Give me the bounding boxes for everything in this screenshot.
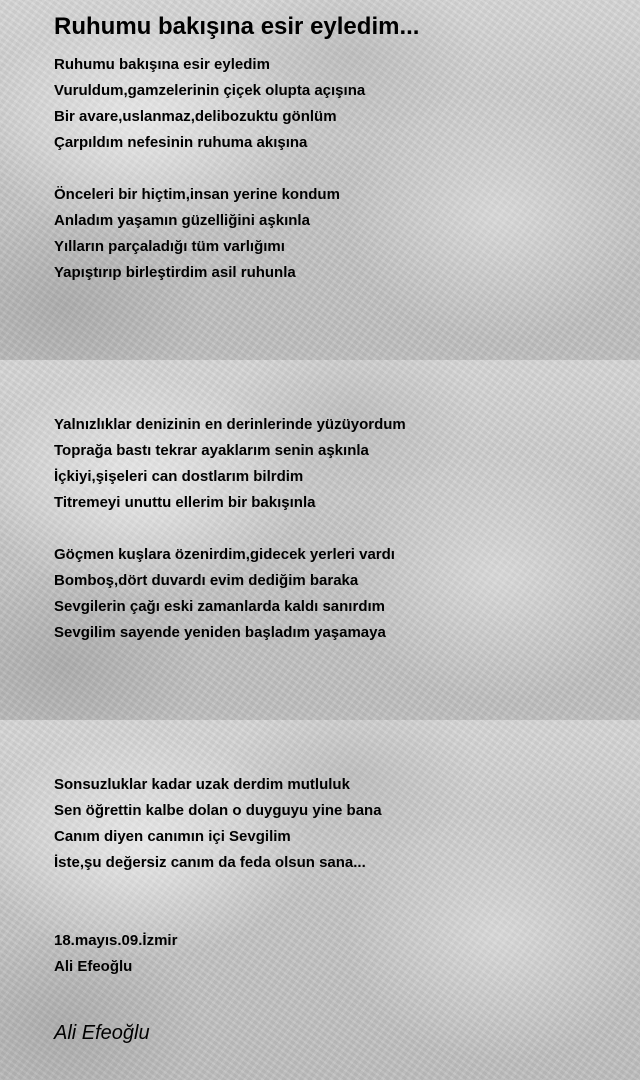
poem-line: Göçmen kuşlara özenirdim,gidecek yerleri vardı: [54, 546, 395, 563]
poem-line: Sen öğrettin kalbe dolan o duyguyu yine bana: [54, 802, 382, 819]
poem-line: Anladım yaşamın güzelliğini aşkınla: [54, 212, 310, 229]
poem-signature-name: Ali Efeoğlu: [54, 958, 133, 975]
poem-line: Yapıştırıp birleştirdim asil ruhunla: [54, 264, 296, 281]
poem-line: Canım diyen canımın içi Sevgilim: [54, 828, 291, 845]
poem-signature: [54, 928, 177, 980]
stanza-4: [54, 542, 395, 646]
poem-line: İçkiyi,şişeleri can dostlarım bilrdim: [54, 468, 304, 485]
author-name: Ali Efeoğlu: [54, 1022, 150, 1044]
poem-line: Önceleri bir hiçtim,insan yerine kondum: [54, 186, 340, 203]
poem-line: Titremeyi unuttu ellerim bir bakışınla: [54, 494, 316, 511]
poem-line: Bomboş,dört duvardı evim dediğim baraka: [54, 572, 359, 589]
poem-line: Yılların parçaladığı tüm varlığımı: [54, 238, 285, 255]
stanza-3: [54, 412, 406, 516]
poem-line: Vuruldum,gamzelerinin çiçek olupta açışına: [54, 82, 366, 99]
poem-line: Yalnızlıklar denizinin en derinlerinde yüzüyordum: [54, 416, 406, 433]
stanza-1: [54, 52, 365, 156]
poem-line: İste,şu değersiz canım da feda olsun sana...: [54, 854, 366, 871]
poem-title: Ruhumu bakışına esir eyledim...: [54, 13, 420, 40]
poem-line: Sevgilim sayende yeniden başladım yaşamaya: [54, 624, 386, 641]
poem-line: Sonsuzluklar kadar uzak derdim mutluluk: [54, 776, 350, 793]
stanza-2: [54, 182, 340, 286]
poem-line: Ruhumu bakışına esir eyledim: [54, 56, 270, 73]
poem-line: Toprağa bastı tekrar ayaklarım senin aşkınla: [54, 442, 369, 459]
poem-date-place: 18.mayıs.09.İzmir: [54, 932, 178, 949]
poem-line: Bir avare,uslanmaz,delibozuktu gönlüm: [54, 108, 337, 125]
poem-line: Sevgilerin çağı eski zamanlarda kaldı sanırdım: [54, 598, 385, 615]
poem-line: Çarpıldım nefesinin ruhuma akışına: [54, 134, 308, 151]
stanza-5: [54, 772, 382, 876]
